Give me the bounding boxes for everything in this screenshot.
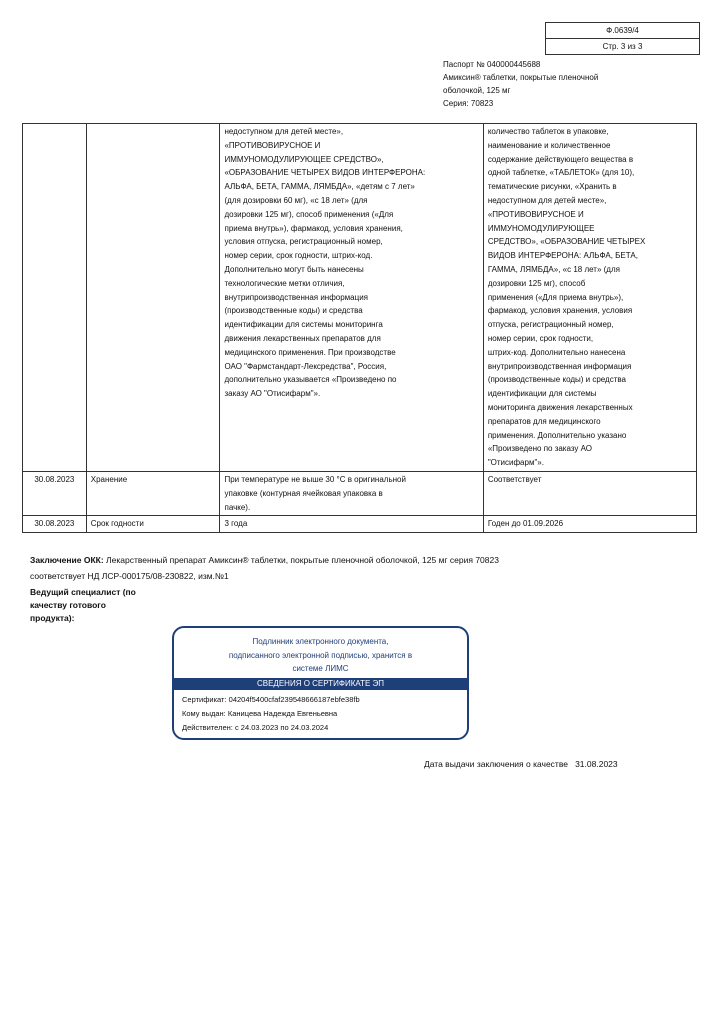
product-name-line1: Амиксин® таблетки, покрытые пленочной — [443, 73, 599, 82]
row-result: Годен до 01.09.2026 — [483, 516, 696, 533]
certificate-value: 04204f5400cfaf239548666187ebfe38fb — [228, 695, 360, 704]
row-requirement: 3 года — [220, 516, 483, 533]
table-row — [23, 516, 697, 533]
owner-value: Каницева Надежда Евгеньевна — [227, 709, 338, 718]
passport-number: Паспорт № 040000445688 — [443, 60, 541, 69]
row-indicator: Хранение — [86, 471, 220, 515]
certificate-header: СВЕДЕНИЯ О СЕРТИФИКАТЕ ЭП — [174, 678, 467, 690]
stamp-note — [174, 635, 467, 676]
validity-row — [182, 722, 328, 734]
table-row — [23, 124, 697, 472]
issue-date-label: Дата выдачи заключения о качестве — [424, 759, 568, 769]
issue-date-value: 31.08.2023 — [575, 759, 618, 769]
row-date: 30.08.2023 — [23, 471, 87, 515]
row-indicator — [86, 124, 220, 472]
form-code: Ф.0639/4 — [606, 26, 639, 35]
product-name-line2: оболочкой, 125 мг — [443, 86, 511, 95]
stamp-note-line: Подлинник электронного документа, — [252, 637, 389, 646]
row-indicator: Срок годности — [86, 516, 220, 533]
passport-header — [443, 58, 598, 110]
specialist-line: качеству готового — [30, 600, 106, 610]
owner-label: Кому выдан: — [182, 709, 226, 718]
table-row — [23, 471, 697, 515]
batch-number: Серия: 70823 — [443, 99, 494, 108]
conclusion-text-2: соответствует НД ЛСР-000175/08-230822, изм.№1 — [30, 571, 229, 581]
row-requirement: недоступном для детей месте», «ПРОТИВОВИРУСНОЕ И ИММУНОМОДУЛИРУЮЩЕЕ СРЕДСТВО», «ОБРАЗОВАНИЕ ЧЕТЫРЕХ ВИДОВ ИНТЕРФЕРОНА: АЛЬФА, БЕТА, ГАММА, ЛЯМБДА», «детям с 7 лет» (для дозировки 60 мг), «с 18 лет» (для дозировки 125 мг), способ применения («Для приема внутрь»), фармакод, условия хранения, условия отпуска, регистрационный номер, номер серии, срок годности, штрих-код. Дополнительно могут быть нанесены технологические метки отличия, внутрипроизводственная информация (производственные коды) и средства идентификации для системы мониторинга движения лекарственных препаратов для медицинского применения. При производстве ОАО "Фармстандарт-Лексредства", Россия, дополнительно указывается «Произведено по заказу АО "Отисифарм"». — [220, 124, 483, 472]
qc-conclusion — [30, 552, 499, 584]
certificate-row — [182, 694, 360, 706]
quality-table — [22, 123, 697, 533]
conclusion-text: Лекарственный препарат Амиксин® таблетки, покрытые пленочной оболочкой, 125 мг серия 70823 — [103, 555, 499, 565]
row-date — [23, 124, 87, 472]
stamp-note-line: подписанного электронной подписью, хранится в — [228, 650, 413, 660]
conclusion-label: Заключение ОКК: — [30, 555, 104, 565]
page-number: Стр. 3 из 3 — [546, 38, 699, 54]
certificate-label: Сертификат: — [182, 695, 227, 704]
stamp-note-line: системе ЛИМС — [292, 664, 349, 673]
specialist-line: продукта): — [30, 613, 75, 623]
validity-value: с 24.03.2023 по 24.03.2024 — [234, 723, 329, 732]
row-result: количество таблеток в упаковке, наименование и количественное содержание действующего вещества в одной таблетке, «ТАБЛЕТОК» (для 10), тематические рисунки, «Хранить в недоступном для детей месте», «ПРОТИВОВИРУСНОЕ И ИММУНОМОДУЛИРУЮЩЕЕ СРЕДСТВО», «ОБРАЗОВАНИЕ ЧЕТЫРЕХ ВИДОВ ИНТЕРФЕРОНА: АЛЬФА, БЕТА, ГАММА, ЛЯМБДА», «с 18 лет» (для дозировки 125 мг), способ применения («Для приема внутрь»), фармакод, условия хранения, условия отпуска, регистрационный номер, номер серии, срок годности, штрих-код. Дополнительно нанесена внутрипроизводственная информация (производственные коды) и средства идентификации для системы мониторинга движения лекарственных препаратов для медицинского применения. Дополнительно указано «Произведено по заказу АО "Отисифарм"». — [483, 124, 696, 472]
issue-date — [424, 759, 618, 769]
row-requirement: При температуре не выше 30 °С в оригинальной упаковке (контурная ячейковая упаковка в пачке). — [220, 471, 483, 515]
specialist-line: Ведущий специалист (по — [30, 587, 136, 597]
electronic-signature-stamp — [172, 626, 469, 740]
row-result: Соответствует — [483, 471, 696, 515]
row-date: 30.08.2023 — [23, 516, 87, 533]
validity-label: Действителен: — [182, 723, 233, 732]
form-code-box — [545, 22, 700, 55]
lead-specialist-label — [30, 586, 136, 625]
owner-row — [182, 708, 337, 720]
